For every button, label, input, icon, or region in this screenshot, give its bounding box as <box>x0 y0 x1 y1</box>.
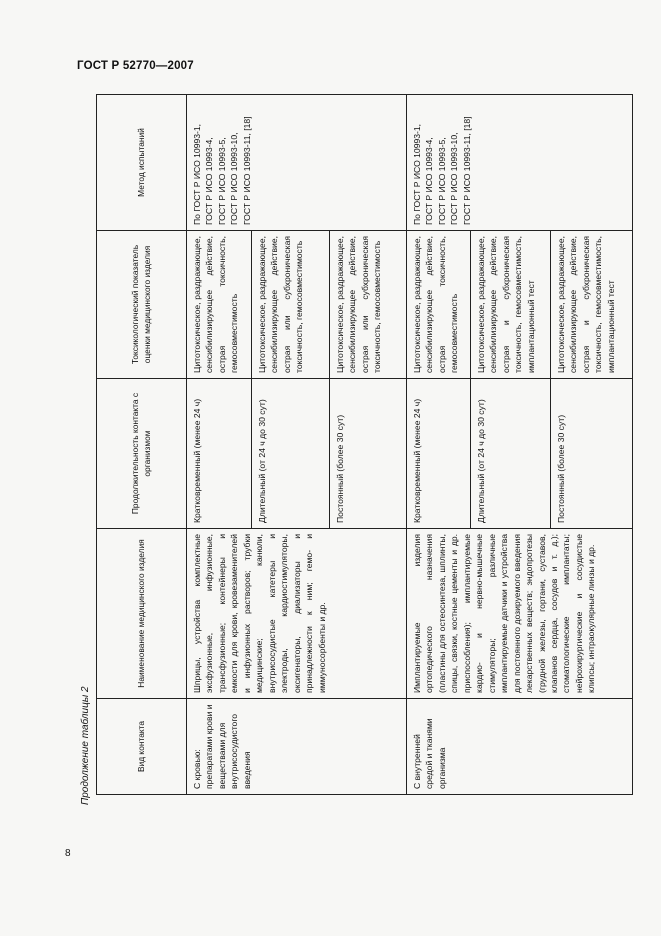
cell-device-name: Имплантируемые изделия ортопедического назначения (пластины для остеосинтеза, шплинты, спицы, связки, костные цементы и др. приспособления); имплантируемые кардио- и нервно-мышечные стимуляторы; различные имплантируемые датчики и устройства для постоянного дозируемого введения лекарственных веществ; эндопротезы (грудной железы, гортани, суставов, клапанов сердца, сосудов и т. д.); стоматологические имплантаты; нейрохирургические и сосудистые клипсы; интраокулярные линзы и др. <box>407 529 633 699</box>
table-row <box>187 95 252 795</box>
cell-duration: Постоянный (более 30 сут) <box>551 379 633 529</box>
cell-duration: Длительный (от 24 ч до 30 сут) <box>252 379 330 529</box>
col-header-duration: Продолжительность контакта с организмом <box>97 379 187 529</box>
method-line: ГОСТ Р ИСО 10993-11, [18] <box>241 116 252 225</box>
col-header-contact-type: Вид контакта <box>97 699 187 795</box>
cell-contact-type: С внутренней средой и тканями организма <box>407 699 633 795</box>
method-line: ГОСТ Р ИСО 10993-11, [18] <box>461 116 472 225</box>
method-line: ГОСТ Р ИСО 10993-4, <box>424 137 435 225</box>
cell-method <box>407 95 633 231</box>
method-line: ГОСТ Р ИСО 10993-10, <box>229 132 240 225</box>
cell-method <box>187 95 407 231</box>
rotated-table-container <box>96 95 616 795</box>
method-line: ГОСТ Р ИСО 10993-10, <box>449 132 460 225</box>
cell-contact-type: С кровью: препаратами крови и веществами для внутрисосудистого введения <box>187 699 407 795</box>
cell-indicator: Цитотоксическое, раздражающее, сенсибилизирующее действие, острая токсичность, гемосовместимость <box>187 231 252 379</box>
col-header-indicator: Токсикологический показатель оценки медицинского изделия <box>97 231 187 379</box>
method-line: По ГОСТ Р ИСО 10993-1, <box>412 123 422 225</box>
table-header-row <box>97 95 187 795</box>
cell-device-name: Шприцы, устройства комплектные эксфузионные, инфузионные, трансфузионные; контейнеры и емкости для крови, кровезаменителей и инфузионных растворов; трубки медицинские; канюли, внутрисосудистые катетеры и электроды, кардиостимуляторы, оксигенаторы, диализаторы и принадлежности к ним; гемо- и иммуносорбенты и др. <box>187 529 407 699</box>
method-line: ГОСТ Р ИСО 10993-4, <box>204 137 215 225</box>
table-row <box>407 95 471 795</box>
cell-duration: Постоянный (более 30 сут) <box>330 379 407 529</box>
page-number: 8 <box>65 848 71 859</box>
table-continuation-caption: Продолжение таблицы 2 <box>80 686 91 805</box>
document-header: ГОСТ Р 52770—2007 <box>77 60 194 72</box>
cell-indicator: Цитотоксическое, раздражающее, сенсибилизирующее действие, острая и субхроническая токсичность, гемосовместимость, имплантационный тест <box>551 231 633 379</box>
cell-indicator: Цитотоксическое, раздражающее, сенсибилизирующее действие, острая или субхроническая токсичность, гемосовместимость <box>330 231 407 379</box>
method-line: ГОСТ Р ИСО 10993-5, <box>436 137 447 225</box>
cell-duration: Длительный (от 24 ч до 30 сут) <box>471 379 551 529</box>
cell-duration: Кратковременный (менее 24 ч) <box>407 379 471 529</box>
cell-indicator: Цитотоксическое, раздражающее, сенсибилизирующее действие, острая токсичность, гемосовместимость <box>407 231 471 379</box>
col-header-device-name: Наименование медицинского изделия <box>97 529 187 699</box>
toxicology-table <box>96 94 633 795</box>
cell-duration: Кратковременный (менее 24 ч) <box>187 379 252 529</box>
cell-indicator: Цитотоксическое, раздражающее, сенсибилизирующее действие, острая и субхроническая токсичность, гемосовместимость, имплантационный тест <box>471 231 551 379</box>
method-line: По ГОСТ Р ИСО 10993-1, <box>192 123 202 225</box>
method-line: ГОСТ Р ИСО 10993-5, <box>216 137 227 225</box>
col-header-method: Метод испытаний <box>97 95 187 231</box>
cell-indicator: Цитотоксическое, раздражающее, сенсибилизирующее действие, острая или субхроническая токсичность, гемосовместимость <box>252 231 330 379</box>
